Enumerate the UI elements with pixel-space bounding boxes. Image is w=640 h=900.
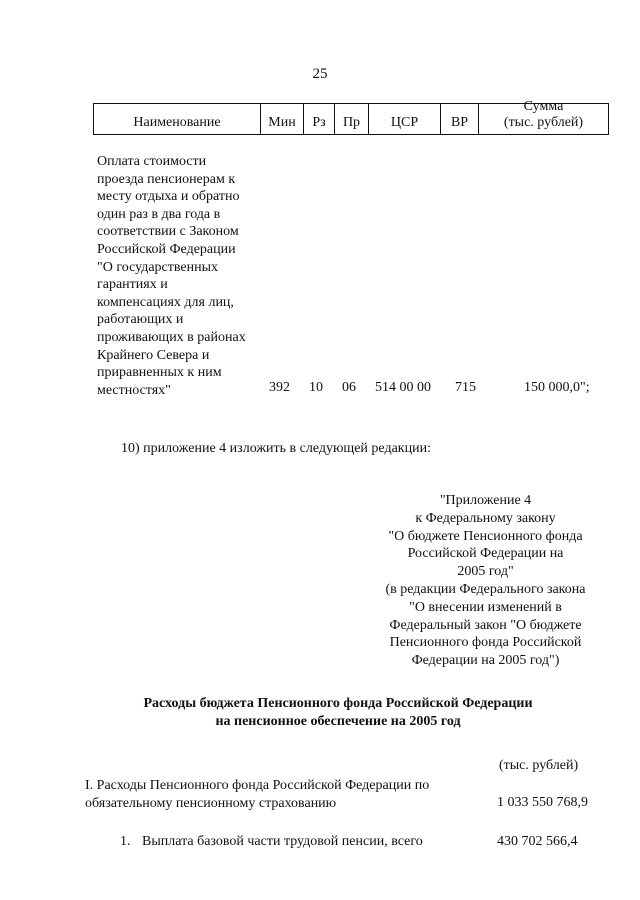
row-name-line: проживающих в районах	[97, 329, 246, 345]
appendix-line: "Приложение 4	[439, 493, 532, 508]
appendix-line: "О внесении изменений в	[409, 599, 562, 615]
instruction-text: 10) приложение 4 изложить в следующей редакции:	[121, 441, 431, 456]
row-name-line: месту отдыха и обратно	[97, 189, 240, 205]
row-name-line: "О государственных	[97, 259, 219, 275]
appendix-line: Российской Федерации на	[407, 546, 564, 562]
item-text: Выплата базовой части трудовой пенсии, всего	[142, 834, 423, 849]
row-name-line: компенсациях для лиц,	[97, 294, 234, 310]
page-number: 25	[312, 66, 328, 82]
header-sum-units: (тыс. рублей)	[503, 115, 584, 130]
section-value: 1 033 550 768,9	[497, 795, 588, 810]
row-rz: 10	[309, 380, 323, 395]
appendix-line: Федерации на 2005 год")	[411, 653, 560, 669]
units-label: (тыс. рублей)	[499, 758, 579, 773]
row-name-line: один раз в два года в	[97, 206, 221, 222]
row-name	[97, 153, 272, 399]
title-line: на пенсионное обеспечение на 2005 год	[215, 714, 461, 729]
row-name-line: проезда пенсионерам к	[97, 171, 236, 187]
row-name-line: Российской Федерации	[97, 241, 236, 257]
row-name-line: гарантиях и	[97, 277, 168, 293]
row-name-line: Оплата стоимости	[97, 154, 207, 169]
header-name: Наименование	[94, 104, 261, 134]
header-vr: ВР	[441, 104, 479, 134]
header-sum-label: Сумма	[523, 99, 564, 114]
appendix-heading	[372, 492, 599, 670]
appendix-line: "О бюджете Пенсионного фонда	[388, 528, 583, 544]
header-pr: Пр	[335, 104, 369, 134]
document-title	[0, 695, 640, 731]
item-number: 1.	[120, 834, 131, 849]
row-pr: 06	[342, 380, 356, 395]
header-rz: Рз	[304, 104, 335, 134]
appendix-line: Пенсионного фонда Российской	[389, 635, 582, 651]
row-min: 392	[269, 380, 290, 395]
appendix-line: (в редакции Федерального закона	[385, 581, 586, 597]
row-name-line: приравненных к ним	[97, 365, 222, 381]
row-name-line: Крайнего Севера и	[97, 347, 210, 363]
appendix-line: Федеральный закон "О бюджете	[389, 617, 582, 633]
row-name-line: соответствии с Законом	[97, 224, 239, 240]
header-min: Мин	[261, 104, 304, 134]
appendix-line: к Федеральному закону	[415, 510, 556, 526]
table-header	[93, 99, 609, 135]
row-vr: 715	[455, 380, 476, 395]
row-name-line: работающих и	[97, 312, 184, 328]
section-heading: I. Расходы Пенсионного фонда Российской Федерации по обязательному пенсионному страхованию	[85, 778, 430, 811]
title-line: Расходы бюджета Пенсионного фонда Российской Федерации	[143, 696, 533, 711]
row-sum: 150 000,0";	[524, 380, 590, 395]
row-name-line: местностях"	[97, 382, 171, 398]
item-value: 430 702 566,4	[497, 834, 578, 849]
header-sum	[479, 99, 608, 134]
row-csr: 514 00 00	[375, 380, 431, 395]
header-csr: ЦСР	[369, 104, 441, 134]
appendix-line: 2005 год"	[457, 564, 514, 580]
